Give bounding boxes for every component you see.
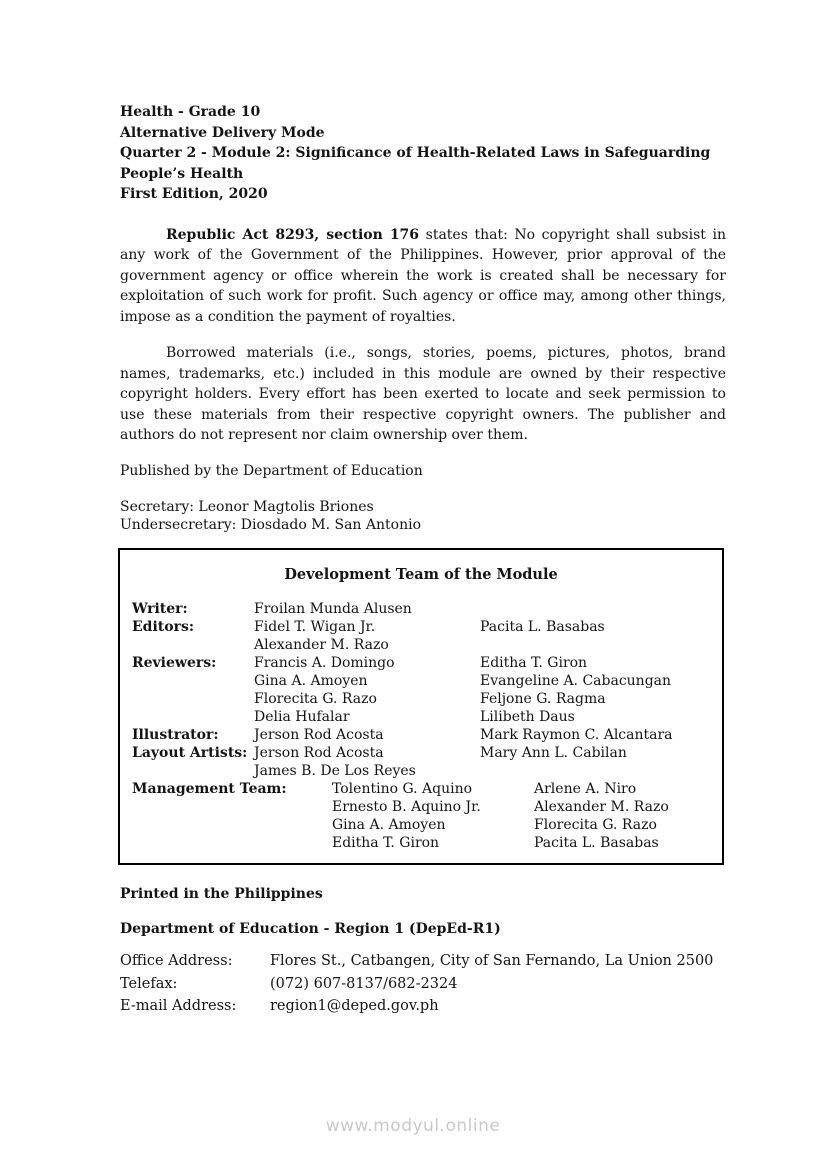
dev-row-col1: Ernesto B. Aquino Jr. (332, 799, 481, 815)
dev-row-col2: Pacita L. Basabas (480, 619, 605, 635)
dev-row-col1: Fidel T. Wigan Jr. (254, 619, 376, 635)
contact-value: (072) 607-8137/682-2324 (270, 975, 458, 992)
dev-row-editors-2 (132, 636, 710, 654)
republic-act-body: states that: No copyright shall subsist in any work of the Government of the Philippines. However, prior approval of the government agency or office wherein the work is created shall be necessary for exploitation of such work for profit. Such agency or office may, among other things, impose as a condition the payment of royalties. (120, 226, 726, 325)
dev-row-layout-artists (132, 744, 710, 762)
dev-row-col2: Pacita L. Basabas (534, 835, 659, 851)
contact-row-email (120, 995, 726, 1018)
contact-row-telefax (120, 973, 726, 996)
department-region-line: Department of Education - Region 1 (DepEd-R1) (120, 920, 501, 937)
printed-in-philippines-line: Printed in the Philippines (120, 886, 323, 902)
dev-row-reviewers-4 (132, 708, 710, 726)
dev-row-col1: Delia Hufalar (254, 709, 350, 725)
dev-row-col2: Feljone G. Ragma (480, 691, 606, 707)
dev-row-illustrator (132, 726, 710, 744)
dev-row-col1: Alexander M. Razo (254, 637, 389, 653)
dev-row-label: Writer: (132, 601, 188, 617)
dev-row-col1: James B. De Los Reyes (254, 763, 416, 779)
module-header-block (120, 102, 726, 205)
development-team-box (118, 548, 724, 865)
dev-row-reviewers (132, 654, 710, 672)
dev-row-col1: Jerson Rod Acosta (254, 745, 384, 761)
dev-row-col2: Lilibeth Daus (480, 709, 575, 725)
dev-row-col1: Editha T. Giron (332, 835, 440, 851)
dev-row-label: Illustrator: (132, 727, 219, 743)
secretary-line: Secretary: Leonor Magtolis Briones (120, 499, 374, 515)
dev-row-management-team-2 (132, 798, 710, 816)
dev-row-col1: Florecita G. Razo (254, 691, 377, 707)
header-line-mode: Alternative Delivery Mode (120, 124, 325, 141)
site-watermark: www.modyul.online (325, 1116, 501, 1136)
contact-row-office-address (120, 950, 726, 973)
dev-row-col1: Francis A. Domingo (254, 655, 395, 671)
undersecretary-line: Undersecretary: Diosdado M. San Antonio (120, 517, 421, 533)
dev-row-label: Reviewers: (132, 655, 217, 671)
dev-row-layout-artists-2 (132, 762, 710, 780)
dev-row-col2: Mary Ann L. Cabilan (480, 745, 627, 761)
dev-row-col2: Alexander M. Razo (534, 799, 669, 815)
header-line-quarter: Quarter 2 - Module 2: Significance of Health-Related Laws in Safeguarding (120, 145, 711, 161)
dev-row-management-team-3 (132, 816, 710, 834)
dev-row-label: Management Team: (132, 781, 287, 797)
dev-row-col1: Froilan Munda Alusen (254, 601, 412, 617)
officials-block (120, 498, 726, 534)
dev-row-col2: Mark Raymon C. Alcantara (480, 727, 673, 743)
dev-row-col2: Florecita G. Razo (534, 817, 657, 833)
republic-act-lead: Republic Act 8293, section 176 (166, 226, 420, 243)
dev-row-col2: Arlene A. Niro (534, 781, 637, 797)
contact-value: Flores St., Catbangen, City of San Fernando, La Union 2500 (270, 953, 714, 969)
dev-row-col1: Jerson Rod Acosta (254, 727, 384, 743)
dev-row-management-team-4 (132, 834, 710, 852)
dev-row-editors (132, 618, 710, 636)
dev-row-col1: Gina A. Amoyen (254, 673, 368, 689)
dev-row-writer (132, 600, 710, 618)
contact-label: E-mail Address: (120, 998, 237, 1014)
dev-row-col2: Editha T. Giron (480, 655, 588, 671)
header-line-edition: First Edition, 2020 (120, 186, 268, 202)
header-line-quarter-2: People’s Health (120, 165, 244, 182)
dev-row-label: Editors: (132, 619, 195, 635)
paragraph-republic-act (120, 225, 726, 328)
dev-row-label: Layout Artists: (132, 745, 248, 761)
dev-row-col2: Evangeline A. Cabacungan (480, 673, 672, 689)
contact-value: region1@deped.gov.ph (270, 998, 439, 1014)
dev-row-reviewers-3 (132, 690, 710, 708)
dev-row-reviewers-2 (132, 672, 710, 690)
development-team-title: Development Team of the Module (284, 566, 558, 583)
contact-block (120, 950, 726, 1018)
contact-label: Telefax: (120, 975, 178, 992)
header-line-title: Health - Grade 10 (120, 104, 261, 120)
dev-row-col1: Tolentino G. Aquino (332, 781, 473, 797)
page-content (120, 102, 726, 1018)
dev-row-col1: Gina A. Amoyen (332, 817, 446, 833)
dev-row-management-team (132, 780, 710, 798)
paragraph-borrowed-materials: Borrowed materials (i.e., songs, stories, poems, pictures, photos, brand names, trademarks, etc.) included in this module are owned by their respective copyright holders. Every effort has been exerted to locate and seek permission to use these materials from their respective copyright owners. The publisher and authors do not represent nor claim ownership over them. (120, 345, 726, 443)
contact-label: Office Address: (120, 953, 233, 969)
published-by-line: Published by the Department of Education (120, 462, 423, 479)
